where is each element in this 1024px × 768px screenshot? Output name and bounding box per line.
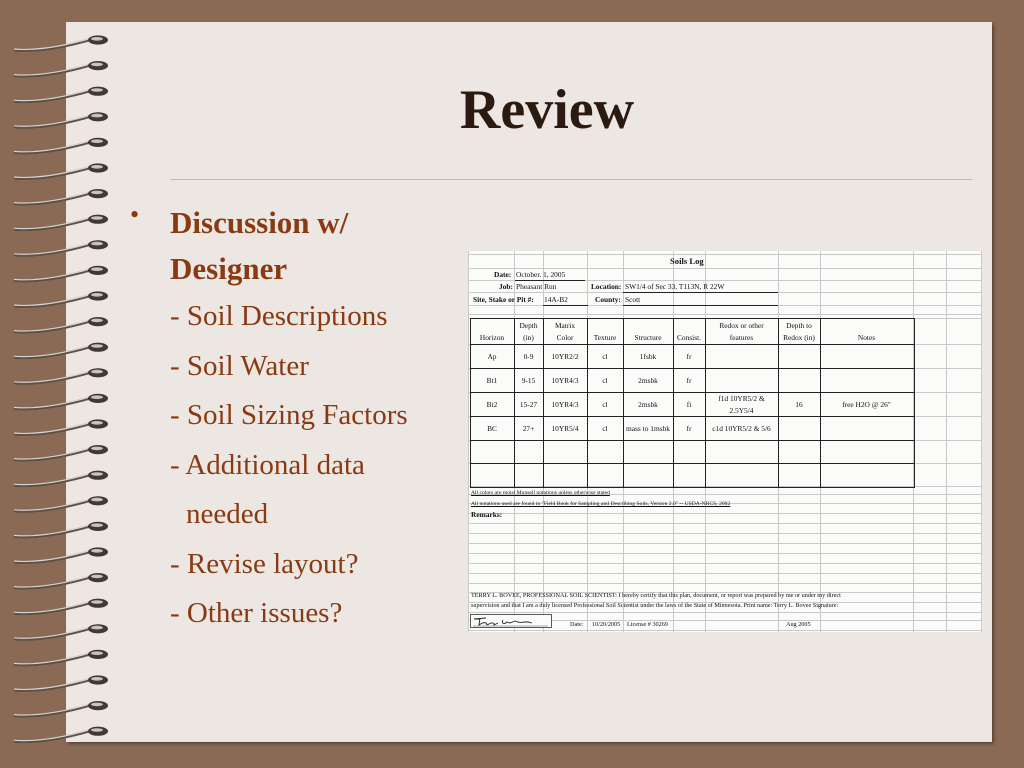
table-cell: 27+ [522, 424, 535, 433]
signature-image [470, 614, 552, 628]
table-cell: Bt1 [486, 376, 498, 385]
site-value: 14A-B2 [544, 295, 568, 304]
table-cell: mass to 1msbk [626, 424, 670, 433]
signature-date: 10/20/2005 [592, 621, 621, 628]
table-cell: fr [686, 376, 692, 385]
header-horizon: Horizon [479, 333, 505, 342]
table-cell: 2.5Y5/4 [729, 406, 754, 415]
table-cell: 9-15 [521, 376, 536, 385]
certification-line-1: TERRY L. BOVEE, PROFESSIONAL SOIL SCIENTIST: I hereby certify that this plan, document, or report was prepared by me or under my direct [471, 592, 841, 599]
header-matrix: Matrix [554, 321, 576, 330]
date-value: October. 1, 2005 [516, 270, 566, 279]
table-cell: c1d 10YR5/2 & 5/6 [712, 424, 771, 433]
county-label: County: [595, 295, 621, 304]
table-cell: 15-27 [519, 400, 538, 409]
bullet-dot-icon: • [130, 200, 140, 229]
table-cell: cl [602, 376, 608, 385]
location-value: SW1/4 of Sec 33, T113N, R 22W [625, 282, 725, 291]
slide-title: Review [459, 79, 635, 141]
footnote-colors: All colors are moist Munsell notations unless otherwise stated [471, 490, 610, 496]
header-structure: Structure [634, 333, 662, 342]
header-depth: Depth [519, 321, 538, 330]
county-value: Scott [625, 295, 641, 304]
table-cell: 10YR4/3 [551, 376, 579, 385]
table-cell: 2msbk [638, 376, 658, 385]
list-item: needed [186, 498, 269, 530]
header-consist: Consist. [676, 333, 702, 342]
soils-log-image [468, 251, 982, 632]
table-cell: 2msbk [638, 400, 658, 409]
table-cell: f1d 10YR5/2 & [718, 394, 765, 403]
table-cell: 16 [795, 400, 803, 409]
date-label-2: Date: [570, 621, 584, 628]
header-texture: Texture [593, 333, 617, 342]
table-cell: BC [487, 424, 497, 433]
certification-line-2: supervision and that I am a duly licensed Professional Soil Scientist under the laws of the State of Minnesota. Print name: Terry L. Bovee Signature: [471, 602, 839, 609]
list-item: - Soil Sizing Factors [170, 399, 408, 431]
table-cell: fi [686, 400, 692, 409]
job-label: Job: [499, 282, 513, 291]
header-depth-unit: (in) [523, 333, 534, 342]
list-item: - Additional data [170, 448, 365, 481]
header-redox-in: Redox (in) [783, 333, 815, 342]
table-cell: 10YR2/2 [551, 352, 579, 361]
location-label: Location: [591, 282, 622, 291]
license-number: License # 30269 [627, 621, 668, 628]
table-cell: 10YR5/4 [551, 424, 579, 433]
list-item: - Other issues? [170, 597, 343, 629]
header-depth-to: Depth to [786, 321, 812, 330]
site-label: Site, Stake or Pit #: [473, 295, 534, 304]
list-item: - Revise layout? [170, 547, 359, 580]
table-cell: Bt2 [486, 400, 498, 409]
header-features: features [729, 333, 754, 342]
table-cell: cl [602, 400, 608, 409]
date-label: Date: [494, 270, 512, 279]
table-cell: cl [602, 424, 608, 433]
job-value: Pheasant Run [516, 282, 557, 291]
table-cell: Ap [487, 352, 497, 361]
footnote-notations: All notations used are found in "Field Book for Sampling and Describing Soils, Version 2.0" -- USDA-NRCS, 2002 [471, 501, 731, 507]
table-cell: fr [686, 424, 692, 433]
table-cell: cl [602, 352, 608, 361]
table-cell: 10YR4/3 [551, 400, 579, 409]
table-cell: 1fsbk [639, 352, 657, 361]
header-color: Color [556, 333, 574, 342]
sub-item-list [130, 292, 470, 639]
header-redox: Redox or other [719, 321, 764, 330]
remarks-label: Remarks: [471, 510, 503, 519]
table-cell: free H2O @ 26" [842, 400, 891, 409]
bullet-list [130, 200, 470, 639]
title-divider [170, 179, 972, 180]
list-item: - Soil Descriptions [170, 300, 388, 332]
soils-log-title: Soils Log [670, 256, 704, 266]
revision-date: Aug 2005 [786, 621, 811, 628]
table-cell: 0-9 [523, 352, 534, 361]
bullet-heading: Discussion w/ Designer [170, 205, 349, 286]
header-notes: Notes [857, 333, 876, 342]
list-item: - Soil Water [170, 349, 309, 382]
table-cell: fr [686, 352, 692, 361]
